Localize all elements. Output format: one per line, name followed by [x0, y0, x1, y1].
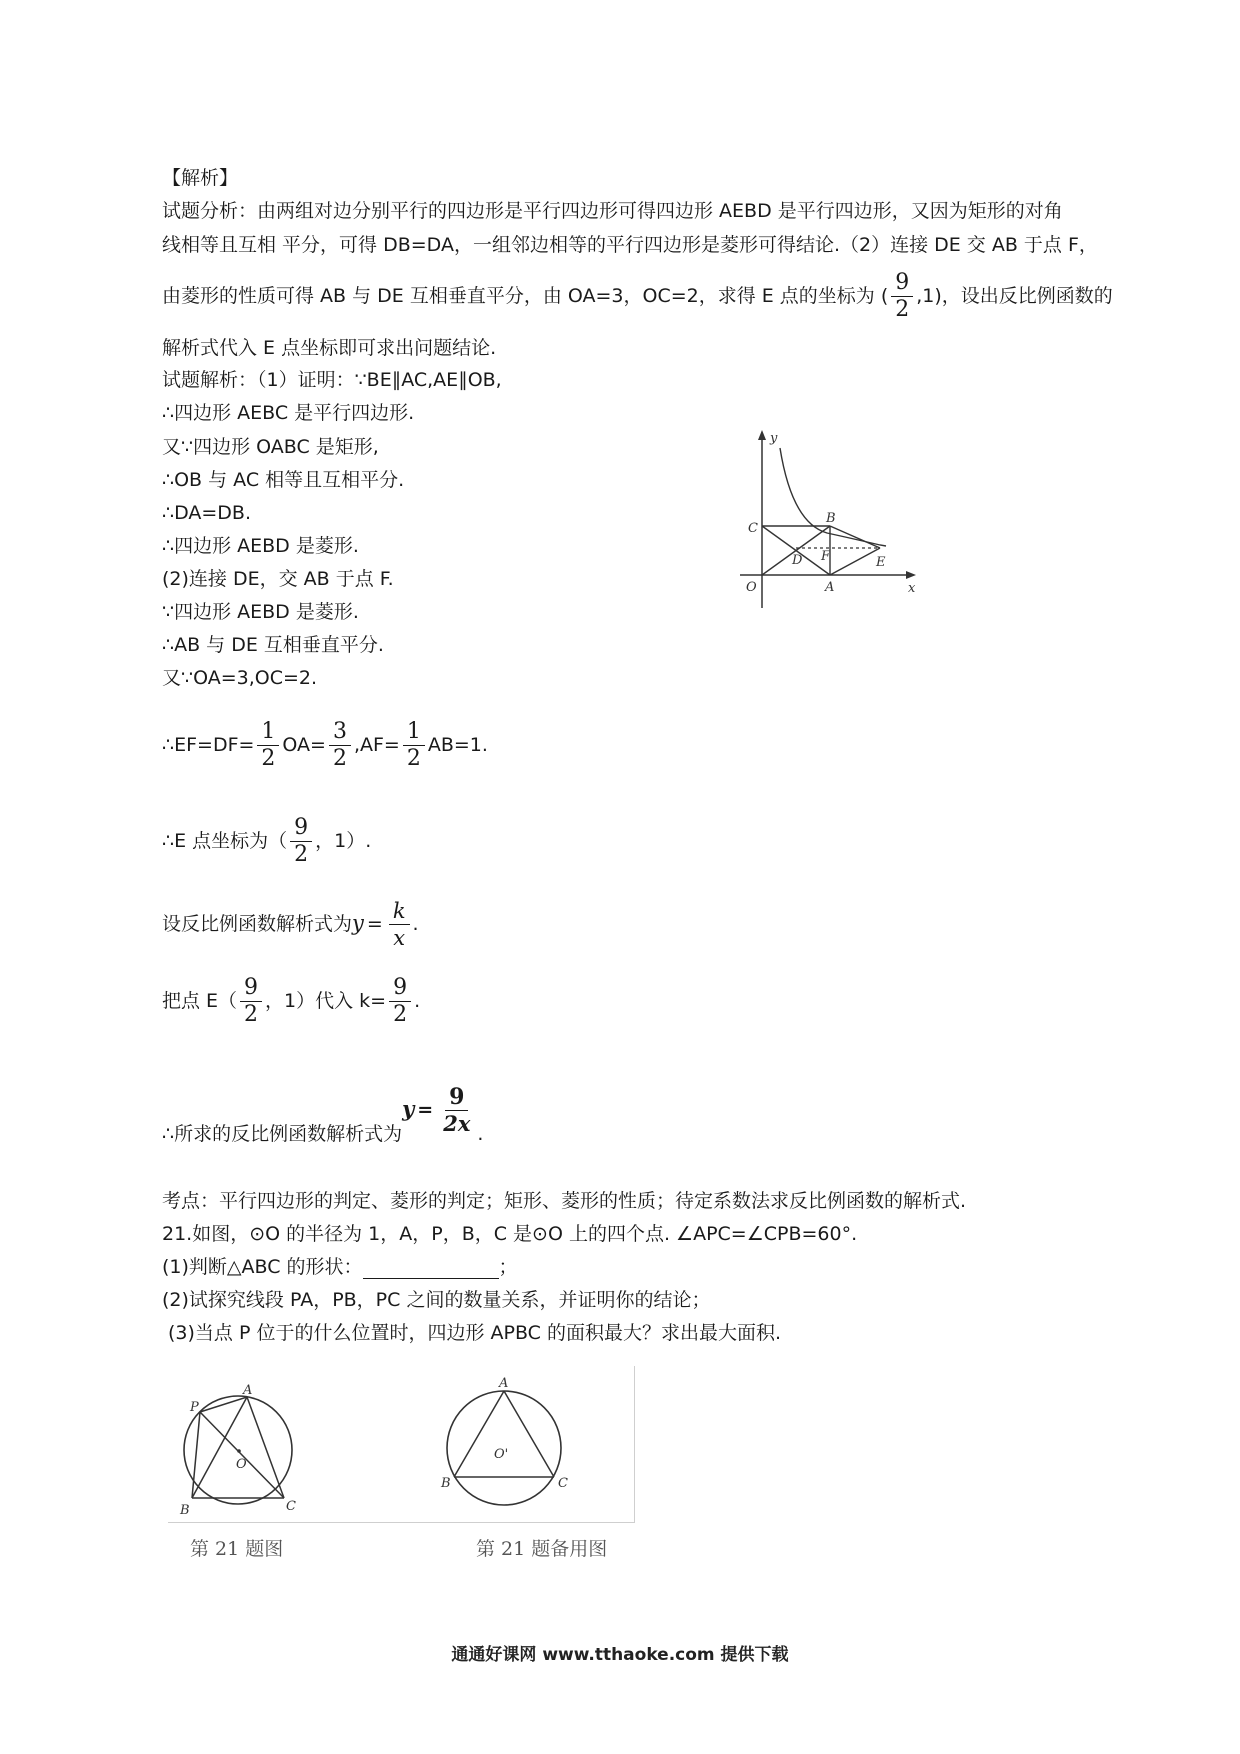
label-f: F [821, 549, 831, 564]
ef-text-4: AB=1. [427, 734, 488, 756]
fig1-label-c: C [286, 1499, 296, 1514]
period: . [414, 990, 421, 1012]
analysis-line-4: 解析式代入 E 点坐标即可求出问题结论. [162, 337, 497, 359]
substitute-mid: ，1）代入 k= [265, 990, 387, 1012]
assume-text: 设反比例函数解析式为 [162, 913, 353, 935]
e-coordinate-line [162, 810, 371, 872]
fraction-denominator: 2 [244, 1002, 259, 1027]
fraction-denominator: 2x [443, 1111, 471, 1136]
q21-part1-end: ； [498, 1256, 518, 1278]
fraction-numerator: 9 [290, 815, 312, 842]
fig2-caption: 第 21 题备用图 [476, 1538, 608, 1560]
equals-sign: = [417, 1099, 434, 1121]
fraction-denominator: 2 [393, 1002, 408, 1027]
fraction-denominator: x [393, 926, 406, 950]
proof-line: ∴DA=DB. [162, 502, 252, 524]
fraction-nine-halves [290, 815, 312, 868]
substitute-line [162, 970, 420, 1032]
proof-line: ∴AB 与 DE 互相垂直平分. [162, 634, 384, 656]
proof-line: ∵四边形 AEBD 是菱形. [162, 601, 359, 623]
fig1-label-o: O [236, 1457, 247, 1472]
fig2-label-c: C [558, 1476, 568, 1491]
fraction-one-half [257, 719, 279, 772]
fig2-label-a: A [499, 1376, 509, 1391]
label-d: D [792, 553, 803, 568]
label-a: A [825, 580, 835, 595]
assume-function-line [162, 892, 419, 955]
e-coord-post: ，1）. [315, 830, 372, 852]
proof-line: ∴OB 与 AC 相等且互相平分. [162, 469, 405, 491]
analysis-line-3-pre: 由菱形的性质可得 AB 与 DE 互相垂直平分，由 OA=3，OC=2，求得 E 点的坐标为 ( [162, 285, 889, 307]
e-coord-pre: ∴E 点坐标为（ [162, 830, 288, 852]
segment-pc [200, 1412, 284, 1498]
fraction-numerator: 9 [891, 270, 913, 297]
label-c: C [748, 521, 758, 536]
proof-line: (2)连接 DE，交 AB 于点 F. [162, 568, 394, 590]
fig2-label-b: B [441, 1476, 451, 1491]
fig2-label-o: O' [494, 1447, 509, 1462]
analysis-line-3 [162, 268, 1113, 324]
proof-line: 又∵OA=3,OC=2. [162, 667, 318, 689]
label-b: B [826, 511, 836, 526]
result-text: ∴所求的反比例函数解析式为 [162, 1123, 403, 1145]
q21-figures [168, 1366, 648, 1576]
page-footer: 通通好课网 www.tthaoke.com 提供下载 [451, 1645, 789, 1665]
y-axis-arrow [758, 430, 766, 440]
fraction-one-half [403, 719, 425, 772]
kaodian-line: 考点：平行四边形的判定、菱形的判定；矩形、菱形的性质；待定系数法求反比例函数的解析式. [162, 1190, 967, 1212]
analysis-line-3-post: ,1)，设出反比例函数的 [916, 285, 1113, 307]
var-y: y [402, 1096, 415, 1121]
fraction-numerator: 1 [257, 719, 279, 746]
ef-text-2: OA= [282, 734, 326, 756]
coordinate-graph-figure [730, 428, 950, 613]
segment-be [830, 526, 880, 548]
ef-text-3: ,AF= [353, 734, 400, 756]
fraction-nine-halves [240, 975, 262, 1028]
fig1-label-p: P [190, 1400, 199, 1415]
analysis-line-2: 线相等且互相 平分，可得 DB=DA，一组邻边相等的平行四边形是菱形可得结论.（2）连接 DE 交 AB 于点 F， [162, 234, 1098, 256]
fraction-numerator: 3 [329, 719, 351, 746]
q21-part2: (2)试探究线段 PA，PB，PC 之间的数量关系，并证明你的结论； [162, 1289, 711, 1311]
var-y: y [352, 911, 364, 935]
label-y: y [770, 431, 778, 446]
label-x: x [908, 581, 916, 596]
substitute-pre: 把点 E（ [162, 990, 238, 1012]
segment-ae [830, 548, 880, 575]
fraction-denominator: 2 [406, 746, 421, 771]
fraction-numerator: 9 [445, 1084, 468, 1111]
fraction-denominator: 2 [332, 746, 347, 771]
answer-blank[interactable] [363, 1260, 499, 1279]
q21-part1 [162, 1255, 518, 1279]
q21-part3: (3)当点 P 位于的什么位置时，四边形 APBC 的面积最大？求出最大面积. [168, 1322, 781, 1344]
proof-line: ∴四边形 AEBD 是菱形. [162, 535, 359, 557]
fraction-denominator: 2 [294, 842, 309, 867]
analysis-line-1: 试题分析：由两组对边分别平行的四边形是平行四边形可得四边形 AEBD 是平行四边形，又因为矩形的对角 [162, 200, 1063, 222]
solution-heading: 【解析】 [162, 167, 239, 189]
proof-line: 又∵四边形 OABC 是矩形, [162, 436, 379, 458]
fraction-numerator: 9 [389, 975, 411, 1002]
q21-part1-text: (1)判断△ABC 的形状： [162, 1256, 363, 1278]
center-point-fig1 [237, 1449, 241, 1453]
fraction-denominator: 2 [261, 746, 276, 771]
fig1-label-b: B [180, 1503, 190, 1518]
fraction-numerator: k [389, 898, 410, 925]
fraction-k-over-x [389, 898, 410, 951]
fraction-three-halves [329, 719, 351, 772]
result-line [162, 1084, 484, 1165]
fig1-label-a: A [243, 1383, 253, 1398]
fraction-denominator: 2 [895, 297, 910, 322]
label-e: E [876, 555, 886, 570]
fraction-nine-halves [891, 270, 913, 323]
hyperbola-curve [780, 448, 886, 546]
x-axis-arrow [906, 571, 916, 579]
ef-text-1: ∴EF=DF= [162, 734, 255, 756]
segment-ac-fig2 [504, 1391, 554, 1477]
ef-df-line [162, 714, 488, 776]
equals-sign: = [366, 913, 383, 935]
proof-line: 试题解析：（1）证明：∵BE∥AC,AE∥OB, [162, 369, 502, 391]
q21-stem: 21.如图，⊙O 的半径为 1，A，P，B，C 是⊙O 上的四个点. ∠APC=∠CPB=60°. [162, 1223, 858, 1245]
fraction-nine-halves [389, 975, 411, 1028]
period: . [412, 913, 419, 935]
segment-ab-fig2 [454, 1391, 504, 1477]
fig1-caption: 第 21 题图 [190, 1538, 284, 1560]
segment-ac [247, 1397, 284, 1498]
proof-line: ∴四边形 AEBC 是平行四边形. [162, 402, 415, 424]
label-o: O [746, 580, 757, 595]
fraction-numerator: 9 [240, 975, 262, 1002]
fraction-numerator: 1 [403, 719, 425, 746]
fraction-9-over-2x [439, 1084, 474, 1137]
period: . [477, 1123, 484, 1145]
